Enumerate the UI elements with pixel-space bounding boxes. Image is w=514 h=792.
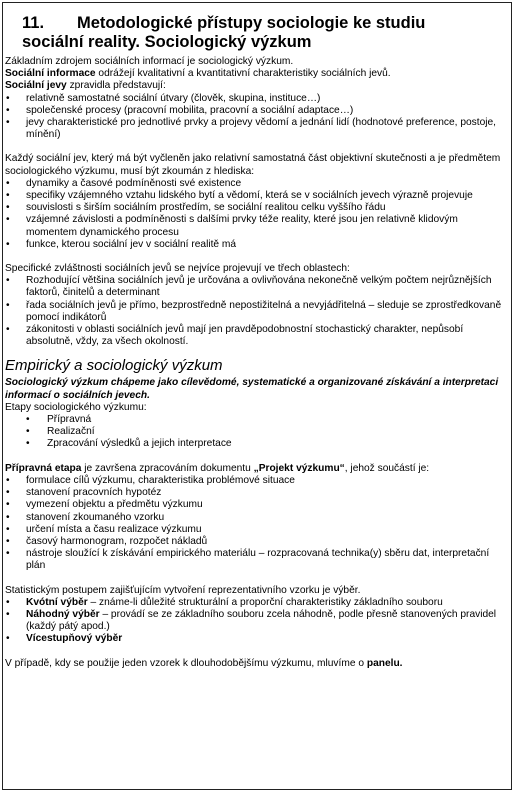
list-item: • Přípravná [5,414,507,426]
social-phenomena-term: Sociální jevy [5,80,67,92]
list-item: • stanovení pracovních hypotéz [5,487,507,499]
aspects-list [5,178,507,251]
list-item: • Kvótní výběr – známe-li důležité strukturální a proporční charakteristiky základního souboru [5,597,507,609]
research-definition: Sociologický výzkum chápeme jako cílevědomé, systematické a organizované získávání a interpretaci informací o sociálních jevech. [5,377,499,401]
intro-paragraph: Základním zdrojem sociálních informací je sociologický výzkum. [5,56,294,67]
specifics-paragraph: Specifické zvláštnosti sociálních jevů se nejvíce projevují ve třech oblastech: [5,263,350,275]
list-item: • vymezení objektu a předmětu výzkumu [5,499,507,511]
list-item: • souvislosti s širším sociálním prostředím, se sociální realitou celku vyššího řádu [5,202,507,214]
list-item: • vzájemné závislosti a podmíněnosti s dalšími prvky téže reality, které jsou jen relativně klidovým momentem dynamického procesu [5,214,507,238]
list-item: • Vícestupňový výběr [5,633,507,645]
list-item: • funkce, kterou sociální jev v sociální realitě má [5,239,507,251]
aspects-paragraph: Každý sociální jev, který má být vyčleněn jako relativní samostatná část objektivní skutečnosti a je předmětem sociologického výzkumu, musí být zkoumán z hlediska: [5,153,501,177]
list-item: • řada sociálních jevů je přímo, bezprostředně nepostižitelná a nevyjádřitelná – sleduje se zprostředkovaně pomocí indikátorů [5,300,507,324]
page-border-bottom [2,789,512,790]
sampling-paragraph: Statistickým postupem zajišťujícím vytvoření reprezentativního vzorku je výběr. [5,584,361,596]
list-item: • jevy charakteristické pro jednotlivé prvky a projevy vědomí a jednání lidí (hodnotové preference, postoje, mínění) [5,117,507,141]
page-border-left [2,2,3,790]
list-item: • Náhodný výběr – provádí se ze základního souboru zcela náhodně, podle přesně stanovených pravidel (každý pátý apod.) [5,609,507,633]
list-item: • společenské procesy (pracovní mobilita, pracovní a sociální adaptace…) [5,105,507,117]
list-item: • Realizační [5,426,507,438]
list-item: • relativně samostatné sociální útvary (člověk, skupina, instituce…) [5,93,507,105]
preparation-term: Přípravná etapa [5,462,82,474]
list-item: • stanovení zkoumaného vzorku [5,512,507,524]
specifics-list [5,275,507,348]
page-title [5,14,507,52]
title-line-2: sociální reality. Sociologický výzkum [22,33,312,51]
list-item: • dynamiky a časové podmíněnosti své existence [5,178,507,190]
list-item: • formulace cílů výzkumu, charakteristika problémové situace [5,475,507,487]
list-item: • Zpracování výsledků a jejich interpretace [5,438,507,450]
page-border-top [2,2,512,3]
section-heading: Empirický a sociologický výzkum [5,357,223,375]
panel-term: panelu. [366,657,403,669]
page-border-right [511,2,512,790]
social-phenomena-paragraph: Sociální jevy zpravidla představují: [5,80,166,92]
social-info-paragraph: Sociální informace odrážejí kvalitativní a kvantitativní charakteristiky sociálních jevů. [5,68,391,80]
social-info-term: Sociální informace [5,68,96,80]
project-document-name: „Projekt výzkumu“ [253,462,345,474]
document-body [5,14,507,670]
sampling-list [5,597,507,646]
list-item: • nástroje sloužící k získávání empirického materiálu – rozpracovaná technika(y) sběru dat, interpretační plán [5,548,507,572]
list-item: • časový harmonogram, rozpočet nákladů [5,536,507,548]
list-item: • Rozhodující většina sociálních jevů je určována a ovlivňována nekonečně velkým počtem nejrůznějších faktorů, činitelů a determinant [5,275,507,299]
list-item: • zákonitosti v oblasti sociálních jevů mají jen pravděpodobnostní stochastický charakter, nepůsobí absolutně, vždy, za všech okolností. [5,324,507,348]
list-item: • specifiky vzájemného vztahu lidského bytí a vědomí, která se v sociálních jevech výrazně projevuje [5,190,507,202]
list-item: • určení místa a času realizace výzkumu [5,524,507,536]
panel-paragraph: V případě, kdy se použije jeden vzorek k dlouhodobějšímu výzkumu, mluvíme o panelu. [5,657,403,669]
stages-label: Etapy sociologického výzkumu: [5,401,147,413]
preparation-paragraph: Přípravná etapa je završena zpracováním dokumentu „Projekt výzkumu“, jehož součástí je: [5,462,430,474]
preparation-list [5,475,507,573]
title-line-1: Metodologické přístupy sociologie ke studiu [77,14,426,32]
phenomena-list [5,93,507,142]
title-number: 11. [22,14,45,32]
stages-list [5,414,507,451]
